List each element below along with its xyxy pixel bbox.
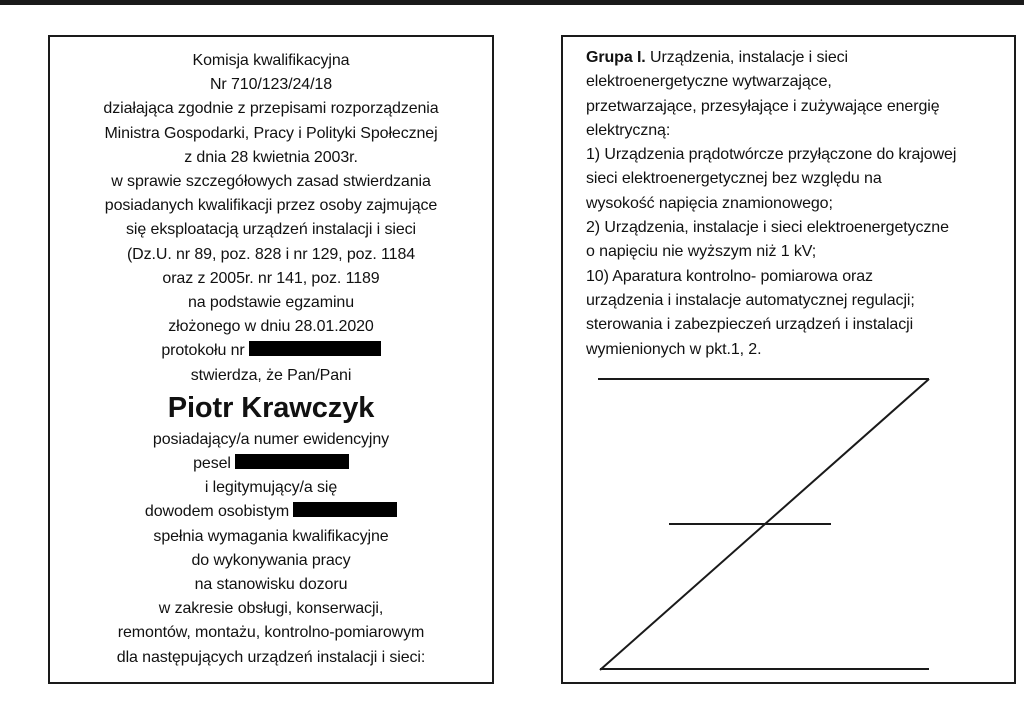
scope-item-2: 2) Urządzenia, instalacje i sieci elektroenergetyczne bbox=[586, 219, 949, 237]
scope-line: elektroenergetyczne wytwarzające, bbox=[586, 73, 832, 91]
scope-item-1: 1) Urządzenia prądotwórcze przyłączone do krajowej bbox=[586, 146, 957, 164]
scope-line: sterowania i zabezpieczeń urządzeń i instalacji bbox=[586, 316, 914, 334]
protocol-number-redaction bbox=[249, 341, 381, 356]
scope-line: przetwarzające, przesyłające i zużywające energię bbox=[586, 97, 940, 115]
scope-line: elektryczną: bbox=[586, 121, 671, 139]
journal-reference: oraz z 2005r. nr 141, poz. 1189 bbox=[162, 269, 380, 287]
requirement-line: do wykonywania pracy bbox=[191, 551, 351, 569]
certificate-right-panel bbox=[561, 35, 1016, 684]
requirement-line: dla następujących urządzeń instalacji i sieci: bbox=[116, 648, 426, 666]
regulation-line: w sprawie szczegółowych zasad stwierdzania bbox=[111, 173, 431, 191]
regulation-line: działająca zgodnie z przepisami rozporządzenia bbox=[103, 100, 439, 118]
pesel-line bbox=[50, 452, 492, 476]
statement-line: stwierdza, że Pan/Pani bbox=[190, 366, 352, 384]
registry-label: posiadający/a numer ewidencyjny bbox=[152, 430, 390, 448]
requirement-line: w zakresie obsługi, konserwacji, bbox=[158, 600, 384, 618]
scope-line: wysokość napięcia znamionowego; bbox=[586, 194, 833, 212]
commission-title: Komisja kwalifikacyjna bbox=[192, 52, 350, 69]
scope-item-10: 10) Aparatura kontrolno- pomiarowa oraz bbox=[586, 267, 873, 285]
scope-line: urządzenia i instalacje automatycznej regulacji; bbox=[586, 291, 915, 309]
regulation-date: z dnia 28 kwietnia 2003r. bbox=[184, 148, 358, 166]
scope-line: sieci elektroenergetycznej bez względu na bbox=[586, 170, 882, 188]
id-number-redaction bbox=[293, 502, 397, 517]
scope-line: o napięciu nie wyższym niż 1 kV; bbox=[586, 243, 817, 261]
commission-number: Nr 710/123/24/18 bbox=[209, 76, 333, 94]
requirement-line: remontów, montażu, kontrolno-pomiarowym bbox=[117, 624, 425, 642]
group-label: Grupa I. bbox=[586, 49, 646, 66]
z-cancellation-mark bbox=[563, 37, 1014, 682]
certificate-left-panel bbox=[48, 35, 494, 684]
pesel-label: pesel bbox=[193, 455, 231, 473]
regulation-line: posiadanych kwalifikacji przez osoby zajmujące bbox=[104, 197, 438, 215]
certificate-body-text bbox=[50, 49, 492, 670]
holder-name: Piotr Krawczyk bbox=[167, 391, 375, 424]
regulation-line: się eksploatacją urządzeń instalacji i sieci bbox=[126, 221, 416, 239]
protocol-label: protokołu nr bbox=[161, 342, 245, 360]
pesel-redaction bbox=[235, 454, 349, 469]
requirement-line: spełnia wymagania kwalifikacyjne bbox=[153, 527, 389, 545]
exam-basis: na podstawie egzaminu bbox=[187, 294, 354, 312]
scope-line: wymienionych w pkt.1, 2. bbox=[586, 340, 762, 358]
protocol-line bbox=[50, 339, 492, 363]
top-rule bbox=[0, 0, 1024, 5]
exam-date: złożonego w dniu 28.01.2020 bbox=[168, 318, 374, 336]
id-intro: i legitymujący/a się bbox=[204, 479, 338, 497]
requirement-line: na stanowisku dozoru bbox=[194, 576, 348, 594]
group-title: Urządzenia, instalacje i sieci bbox=[645, 49, 848, 66]
regulation-line: Ministra Gospodarki, Pracy i Polityki Społecznej bbox=[104, 124, 438, 142]
id-line bbox=[50, 500, 492, 524]
id-label: dowodem osobistym bbox=[144, 503, 290, 521]
journal-reference: (Dz.U. nr 89, poz. 828 i nr 129, poz. 1184 bbox=[126, 245, 416, 263]
